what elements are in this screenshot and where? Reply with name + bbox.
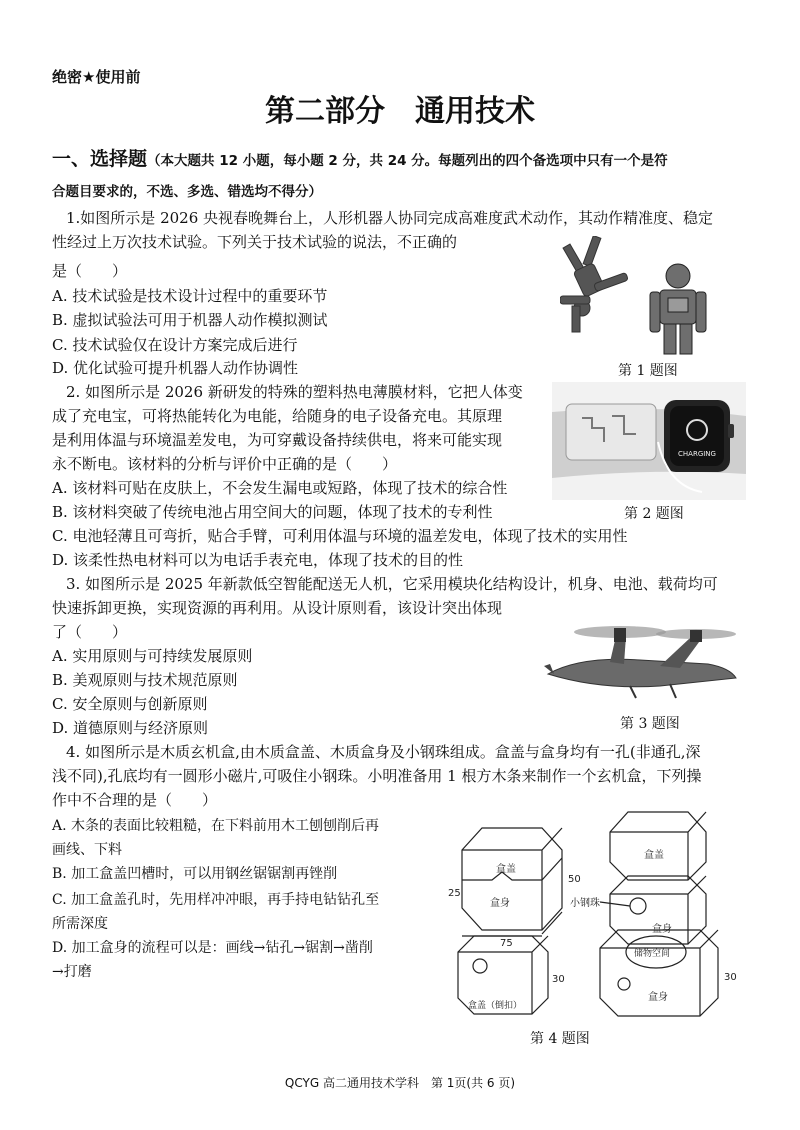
q3-option-a: A. 实用原则与可持续发展原则 <box>52 647 253 665</box>
q4-option-c-2: 所需深度 <box>52 916 108 932</box>
q1-option-c: C. 技术试验仅在设计方案完成后进行 <box>52 336 298 354</box>
q4-label-lid: 盒盖 <box>496 864 516 875</box>
q4-label-space: 储物空间 <box>634 949 671 959</box>
page-title: 第二部分 通用技术 <box>265 94 535 129</box>
q1-robot-figure <box>560 236 720 356</box>
q4-label-lid-flip: 盒盖（倒扣） <box>468 1001 523 1011</box>
q3-drone-figure <box>540 616 740 706</box>
q2-option-a: A. 该材料可贴在皮肤上，不会发生漏电或短路，体现了技术的综合性 <box>52 479 508 497</box>
q1-caption: 第 1 题图 <box>618 363 678 379</box>
q2-watch-figure <box>552 382 746 500</box>
q1-option-a: A. 技术试验是技术设计过程中的重要环节 <box>52 287 328 305</box>
q1-stem-3: 是（ ） <box>52 262 128 280</box>
q3-option-b: B. 美观原则与技术规范原则 <box>52 671 238 689</box>
q3-stem-1: 3. 如图所示是 2025 年新款低空智能配送无人机，它采用模块化结构设计，机身、电池、载荷均可 <box>66 575 718 593</box>
q4-option-b: B. 加工盒盖凹槽时，可以用钢丝锯锯割再锉削 <box>52 866 338 882</box>
q4-option-a-1: A. 木条的表面比较粗糙，在下料前用木工刨刨削后再 <box>52 818 380 834</box>
q2-stem-4: 永不断电。该材料的分析与评价中正确的是（ ） <box>52 455 398 473</box>
watch-charging-text: CHARGING <box>678 450 716 458</box>
q4-label-lid2: 盒盖 <box>644 850 664 861</box>
section-note-2: 合题目要求的，不选、多选、错选均不得分） <box>52 184 322 200</box>
q2-stem-1: 2. 如图所示是 2026 新研发的特殊的塑料热电薄膜材料，它把人体变 <box>66 383 523 401</box>
q4-stem-1: 4. 如图所示是木质玄机盒,由木质盒盖、木质盒身及小钢珠组成。盒盖与盒身均有一孔(非通孔,深 <box>66 743 701 761</box>
q1-option-b: B. 虚拟试验法可用于机器人动作模拟测试 <box>52 311 328 329</box>
q4-dim-30b: 30 <box>724 972 737 983</box>
q4-label-body3: 盒身 <box>648 992 668 1003</box>
q2-stem-2: 成了充电宝，可将热能转化为电能，给随身的电子设备充电。其原理 <box>52 407 503 425</box>
q2-caption: 第 2 题图 <box>624 506 684 522</box>
q2-option-c: C. 电池轻薄且可弯折，贴合手臂，可利用体温与环境的温差发电，体现了技术的实用性 <box>52 527 628 545</box>
q4-caption: 第 4 题图 <box>530 1031 590 1047</box>
q4-option-d-1: D. 加工盒身的流程可以是：画线→钻孔→锯割→凿削 <box>52 940 373 956</box>
q3-option-d: D. 道德原则与经济原则 <box>52 719 209 737</box>
q4-label-body: 盒身 <box>490 898 510 909</box>
q4-label-body2: 盒身 <box>652 924 672 935</box>
q1-stem-1: 1.如图所示是 2026 央视春晚舞台上，人形机器人协同完成高难度武术动作，其动作精准度、稳定 <box>66 209 714 227</box>
section-heading-row <box>52 144 668 171</box>
q4-dim-50: 50 <box>568 874 581 885</box>
q3-stem-3: 了（ ） <box>52 623 128 641</box>
q3-caption: 第 3 题图 <box>620 716 680 732</box>
q4-dim-25: 25 <box>448 888 461 899</box>
q4-stem-2: 浅不同),孔底均有一圆形小磁片,可吸住小钢珠。小明准备用 1 根方木条来制作一个玄机盒，下列操 <box>52 767 702 785</box>
q3-option-c: C. 安全原则与创新原则 <box>52 695 208 713</box>
q4-box-figure <box>440 802 750 1024</box>
q4-label-ball: 小钢珠 <box>570 898 600 909</box>
q4-stem-3: 作中不合理的是（ ） <box>52 791 218 809</box>
q4-option-d-2: →打磨 <box>52 964 92 980</box>
q1-stem-2: 性经过上万次技术试验。下列关于技术试验的说法，不正确的 <box>52 233 458 251</box>
q1-option-d: D. 优化试验可提升机器人动作协调性 <box>52 359 299 377</box>
section-heading: 一、选择题 <box>52 148 148 170</box>
q4-option-c-1: C. 加工盒盖孔时，先用样冲冲眼，再手持电钻钻孔至 <box>52 892 380 908</box>
q4-dim-75: 75 <box>500 938 513 949</box>
q2-option-d: D. 该柔性热电材料可以为电话手表充电，体现了技术的目的性 <box>52 551 464 569</box>
section-note-1: （本大题共 12 小题，每小题 2 分，共 24 分。每题列出的四个备选项中只有一个是符 <box>147 153 668 169</box>
q4-dim-30a: 30 <box>552 974 565 985</box>
page-footer: QCYG 高二通用技术学科 第 1页(共 6 页) <box>284 1076 516 1090</box>
q2-option-b: B. 该材料突破了传统电池占用空间大的问题，体现了技术的专利性 <box>52 503 493 521</box>
q4-option-a-2: 画线、下料 <box>52 842 122 858</box>
q3-stem-2: 快速拆卸更换，实现资源的再利用。从设计原则看，该设计突出体现 <box>52 599 503 617</box>
q2-stem-3: 是利用体温与环境温差发电，为可穿戴设备持续供电，将来可能实现 <box>52 431 503 449</box>
confidential-mark: 绝密★使用前 <box>52 68 141 86</box>
